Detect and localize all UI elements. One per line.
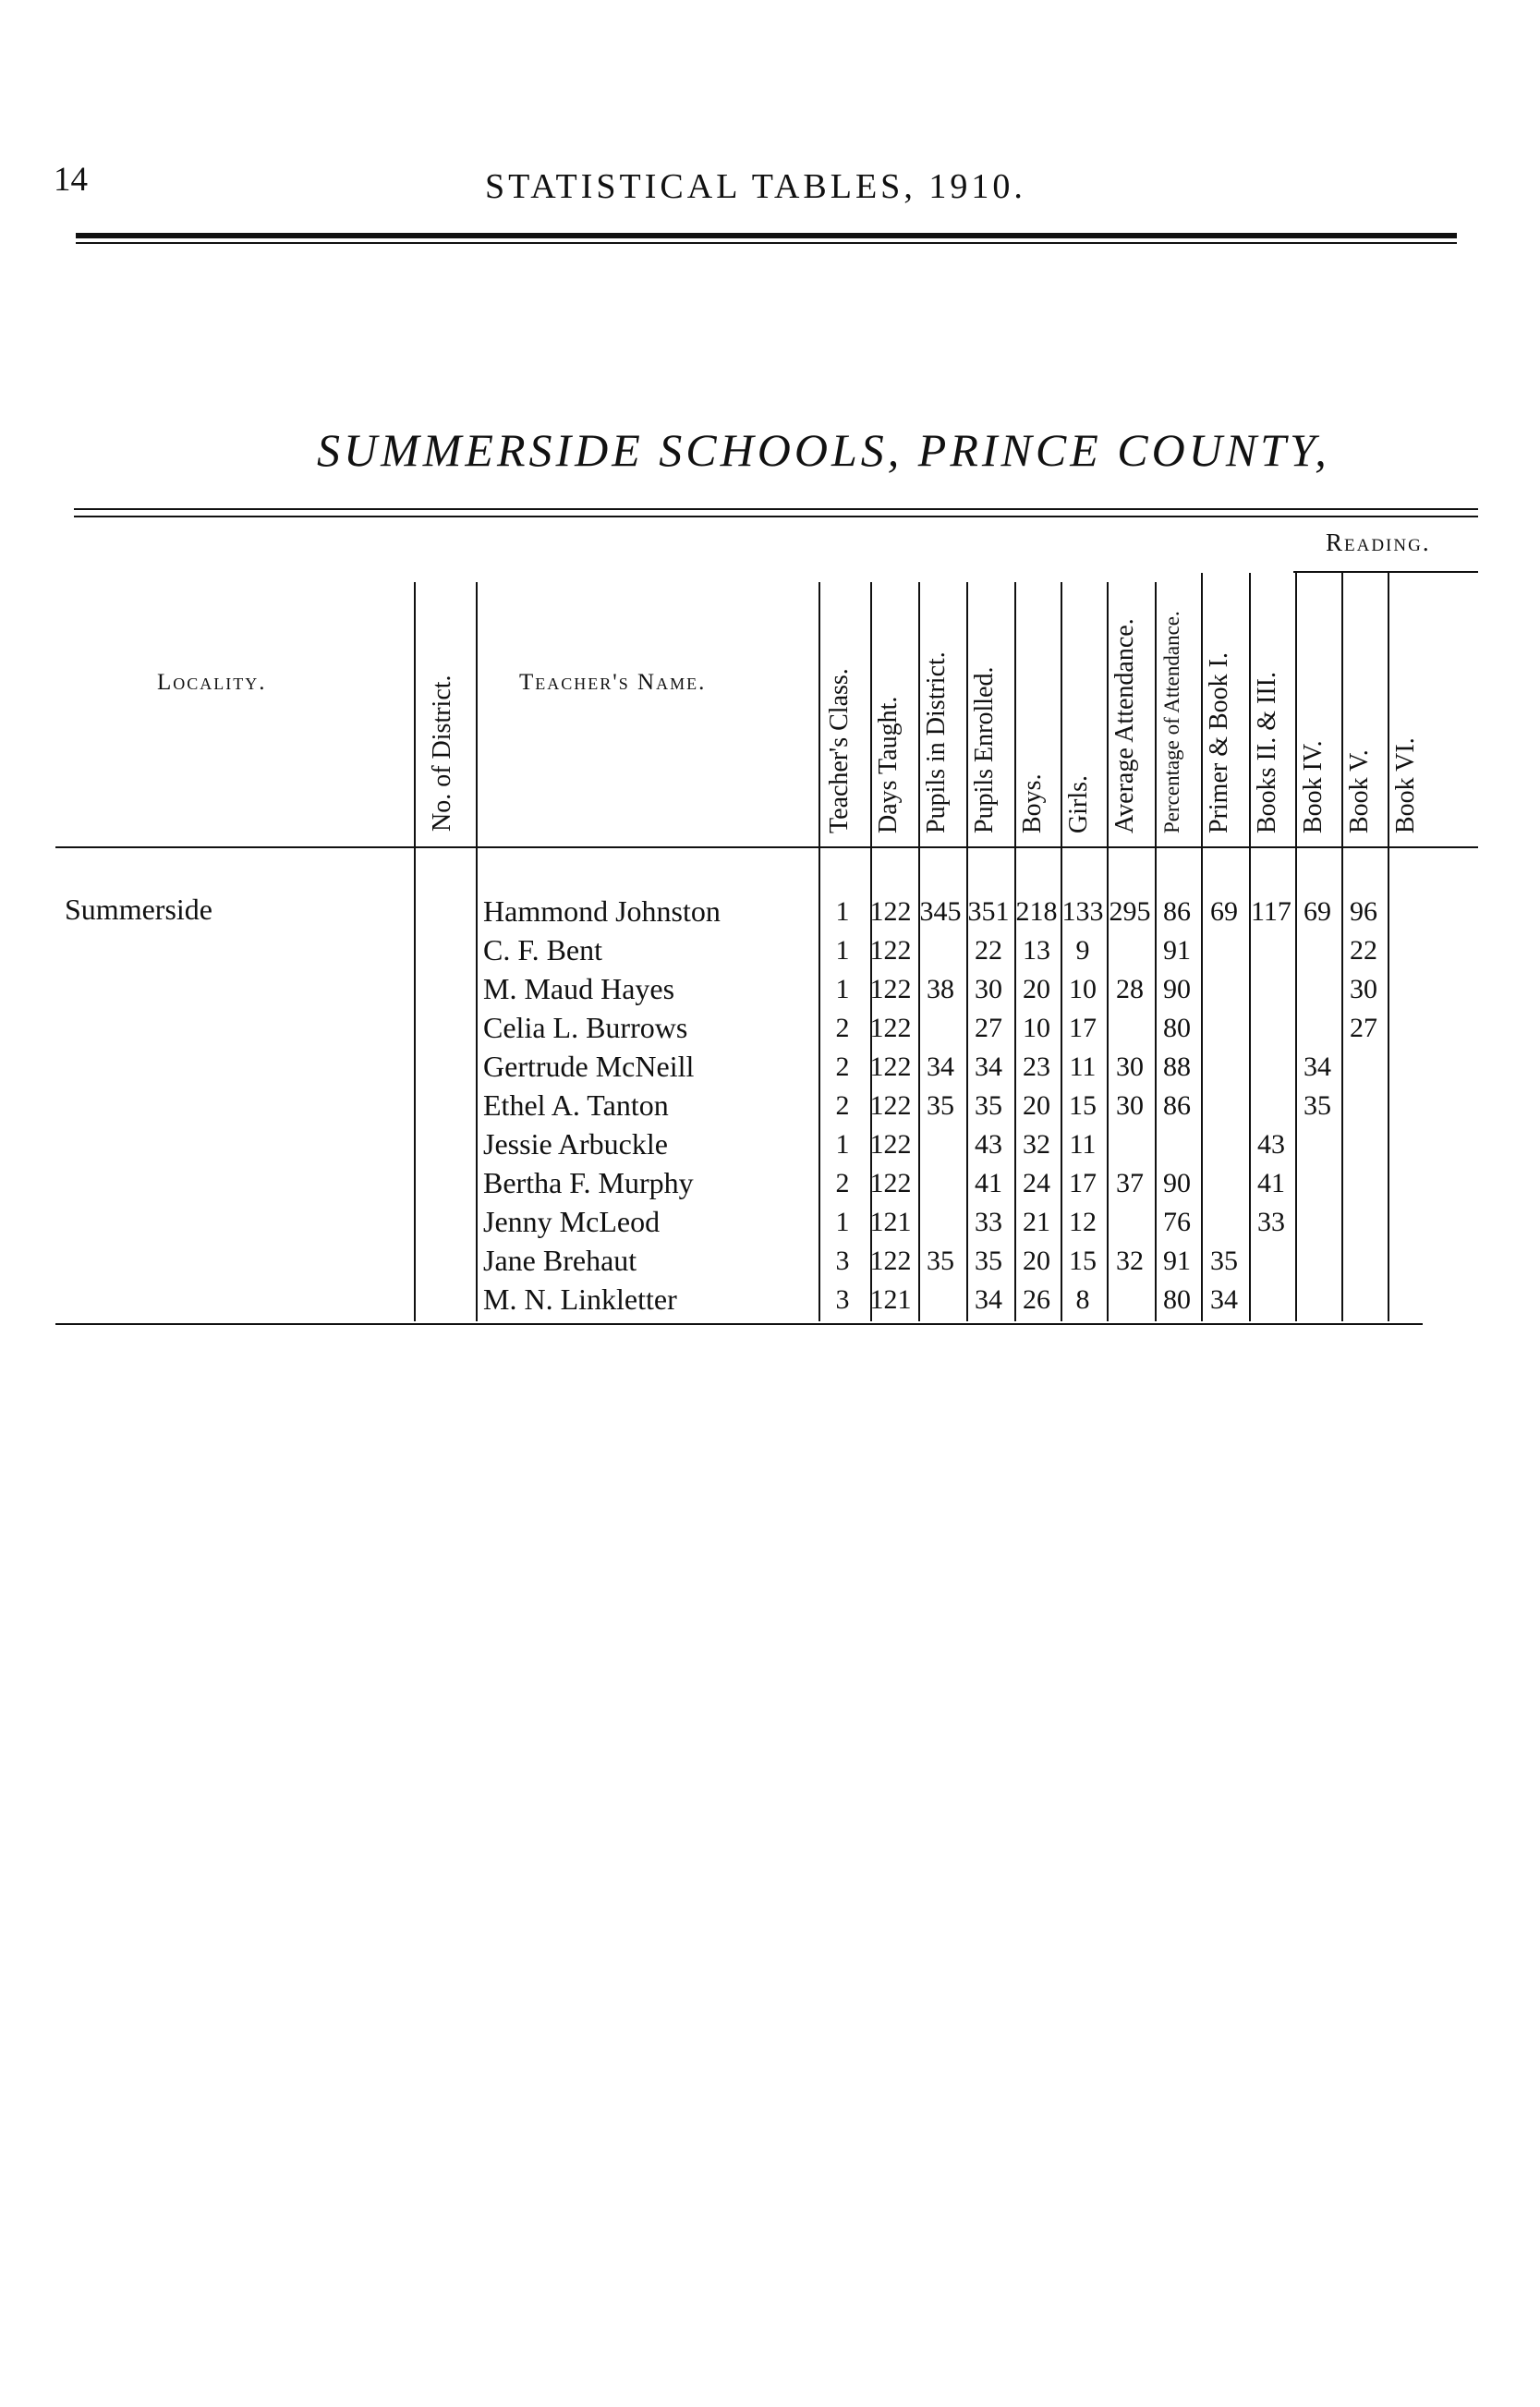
value-cell-district: 35 (927, 1246, 954, 1276)
table-top-rule (74, 508, 1478, 510)
value-cell-girls: 11 (1069, 1052, 1097, 1082)
value-cell-days: 122 (869, 1052, 912, 1082)
boys-header: Boys. (1018, 773, 1047, 833)
value-cell-b5: 27 (1350, 1013, 1377, 1043)
value-cell-avg: 30 (1116, 1090, 1144, 1121)
pupils-enrolled-header: Pupils Enrolled. (970, 666, 999, 833)
value-cell-girls: 10 (1069, 974, 1097, 1004)
value-cell-avg: 30 (1116, 1052, 1144, 1082)
value-cell-avg: 295 (1109, 896, 1151, 927)
reading-group-rule (1293, 571, 1478, 573)
value-cell-class: 2 (835, 1090, 850, 1121)
value-cell-girls: 15 (1069, 1246, 1097, 1276)
value-cell-pct: 90 (1163, 974, 1191, 1004)
value-cell-boys: 20 (1023, 974, 1050, 1004)
table-top-rule-2 (74, 516, 1478, 517)
value-cell-b23: 33 (1257, 1207, 1285, 1237)
value-cell-district: 38 (927, 974, 954, 1004)
column-rule (414, 582, 416, 1321)
column-rule (918, 582, 920, 1321)
table-bottom-rule (55, 1323, 1423, 1325)
value-cell-enrolled: 41 (975, 1168, 1002, 1198)
locality-header: Locality. (157, 670, 267, 695)
value-cell-enrolled: 22 (975, 935, 1002, 966)
locality-cell: Summerside (65, 893, 212, 926)
value-cell-boys: 21 (1023, 1207, 1050, 1237)
books-2-3-header: Books II. & III. (1253, 672, 1281, 833)
value-cell-days: 121 (869, 1207, 912, 1237)
value-cell-class: 3 (835, 1246, 850, 1276)
value-cell-days: 122 (869, 935, 912, 966)
value-cell-primer: 35 (1210, 1246, 1238, 1276)
value-cell-b4: 69 (1304, 896, 1331, 927)
value-cell-girls: 17 (1069, 1168, 1097, 1198)
header-bottom-rule (55, 846, 1478, 848)
teacher-name-header: Teacher's Name. (519, 670, 707, 695)
value-cell-class: 1 (835, 935, 850, 966)
value-cell-enrolled: 27 (975, 1013, 1002, 1043)
value-cell-pct: 88 (1163, 1052, 1191, 1082)
value-cell-days: 122 (869, 1246, 912, 1276)
book-5-header: Book V. (1345, 749, 1374, 833)
value-cell-class: 1 (835, 1129, 850, 1160)
value-cell-girls: 9 (1075, 935, 1090, 966)
teacher-name-cell: Jenny McLeod (483, 1205, 661, 1238)
primer-book1-header: Primer & Book I. (1205, 652, 1233, 833)
value-cell-avg: 28 (1116, 974, 1144, 1004)
value-cell-district: 35 (927, 1090, 954, 1121)
value-cell-b5: 30 (1350, 974, 1377, 1004)
reading-group-header: Reading. (1326, 529, 1431, 556)
value-cell-days: 122 (869, 974, 912, 1004)
teacher-name-cell: Hammond Johnston (483, 894, 721, 928)
teacher-class-header: Teacher's Class. (825, 668, 854, 833)
value-cell-enrolled: 351 (967, 896, 1010, 927)
value-cell-boys: 10 (1023, 1013, 1050, 1043)
value-cell-class: 1 (835, 1207, 850, 1237)
value-cell-avg: 32 (1116, 1246, 1144, 1276)
value-cell-class: 1 (835, 896, 850, 927)
girls-header: Girls. (1064, 775, 1093, 833)
value-cell-enrolled: 35 (975, 1090, 1002, 1121)
value-cell-boys: 23 (1023, 1052, 1050, 1082)
value-cell-class: 2 (835, 1013, 850, 1043)
table-title: SUMMERSIDE SCHOOLS, PRINCE COUNTY, (317, 424, 1330, 476)
value-cell-pct: 76 (1163, 1207, 1191, 1237)
percentage-attendance-header: Percentage of Attendance. (1160, 611, 1183, 833)
value-cell-class: 3 (835, 1284, 850, 1315)
teacher-name-cell: Bertha F. Murphy (483, 1166, 694, 1199)
value-cell-class: 2 (835, 1168, 850, 1198)
value-cell-pct: 91 (1163, 1246, 1191, 1276)
value-cell-girls: 11 (1069, 1129, 1097, 1160)
value-cell-b4: 34 (1304, 1052, 1331, 1082)
value-cell-boys: 218 (1015, 896, 1058, 927)
value-cell-avg: 37 (1116, 1168, 1144, 1198)
column-rule (1201, 573, 1203, 1321)
book-4-header: Book IV. (1299, 740, 1328, 833)
value-cell-days: 122 (869, 896, 912, 927)
page-number: 14 (54, 161, 88, 199)
value-cell-pct: 91 (1163, 935, 1191, 966)
value-cell-class: 1 (835, 974, 850, 1004)
value-cell-class: 2 (835, 1052, 850, 1082)
value-cell-b5: 22 (1350, 935, 1377, 966)
teacher-name-cell: Celia L. Burrows (483, 1011, 688, 1044)
value-cell-girls: 8 (1075, 1284, 1090, 1315)
value-cell-boys: 20 (1023, 1090, 1050, 1121)
value-cell-pct: 86 (1163, 1090, 1191, 1121)
value-cell-pct: 80 (1163, 1013, 1191, 1043)
days-taught-header: Days Taught. (874, 696, 903, 833)
teacher-name-cell: Ethel A. Tanton (483, 1088, 669, 1122)
average-attendance-header: Average Attendance. (1110, 618, 1139, 833)
value-cell-pct: 90 (1163, 1168, 1191, 1198)
value-cell-boys: 32 (1023, 1129, 1050, 1160)
value-cell-days: 122 (869, 1168, 912, 1198)
column-rule (476, 582, 478, 1321)
value-cell-boys: 20 (1023, 1246, 1050, 1276)
value-cell-pct: 80 (1163, 1284, 1191, 1315)
value-cell-boys: 24 (1023, 1168, 1050, 1198)
value-cell-days: 122 (869, 1129, 912, 1160)
header-rule-thick (76, 233, 1457, 238)
value-cell-boys: 26 (1023, 1284, 1050, 1315)
district-header: No. of District. (428, 675, 456, 832)
value-cell-girls: 12 (1069, 1207, 1097, 1237)
value-cell-enrolled: 30 (975, 974, 1002, 1004)
running-head: STATISTICAL TABLES, 1910. (485, 167, 1026, 206)
value-cell-enrolled: 35 (975, 1246, 1002, 1276)
value-cell-girls: 17 (1069, 1013, 1097, 1043)
teacher-name-cell: M. N. Linkletter (483, 1283, 677, 1316)
teacher-name-cell: Jane Brehaut (483, 1244, 637, 1277)
statistics-table (55, 508, 1478, 1340)
value-cell-primer: 34 (1210, 1284, 1238, 1315)
value-cell-primer: 69 (1210, 896, 1238, 927)
pupils-in-district-header: Pupils in District. (922, 651, 951, 833)
teacher-name-cell: M. Maud Hayes (483, 972, 675, 1005)
value-cell-district: 345 (919, 896, 962, 927)
value-cell-girls: 15 (1069, 1090, 1097, 1121)
value-cell-enrolled: 43 (975, 1129, 1002, 1160)
teacher-name-cell: C. F. Bent (483, 933, 603, 966)
teacher-name-cell: Gertrude McNeill (483, 1050, 695, 1083)
value-cell-enrolled: 33 (975, 1207, 1002, 1237)
value-cell-boys: 13 (1023, 935, 1050, 966)
value-cell-enrolled: 34 (975, 1284, 1002, 1315)
column-rule (1388, 573, 1389, 1321)
value-cell-days: 121 (869, 1284, 912, 1315)
header-rule-thin (76, 242, 1457, 244)
value-cell-b23: 43 (1257, 1129, 1285, 1160)
value-cell-b23: 117 (1251, 896, 1291, 927)
value-cell-days: 122 (869, 1090, 912, 1121)
teacher-name-cell: Jessie Arbuckle (483, 1127, 668, 1161)
value-cell-b23: 41 (1257, 1168, 1285, 1198)
book-6-header: Book VI. (1391, 737, 1420, 833)
column-rule (1107, 582, 1109, 1321)
value-cell-enrolled: 34 (975, 1052, 1002, 1082)
value-cell-girls: 133 (1061, 896, 1104, 927)
value-cell-pct: 86 (1163, 896, 1191, 927)
value-cell-district: 34 (927, 1052, 954, 1082)
value-cell-days: 122 (869, 1013, 912, 1043)
value-cell-b5: 96 (1350, 896, 1377, 927)
value-cell-b4: 35 (1304, 1090, 1331, 1121)
column-rule (1295, 573, 1297, 1321)
